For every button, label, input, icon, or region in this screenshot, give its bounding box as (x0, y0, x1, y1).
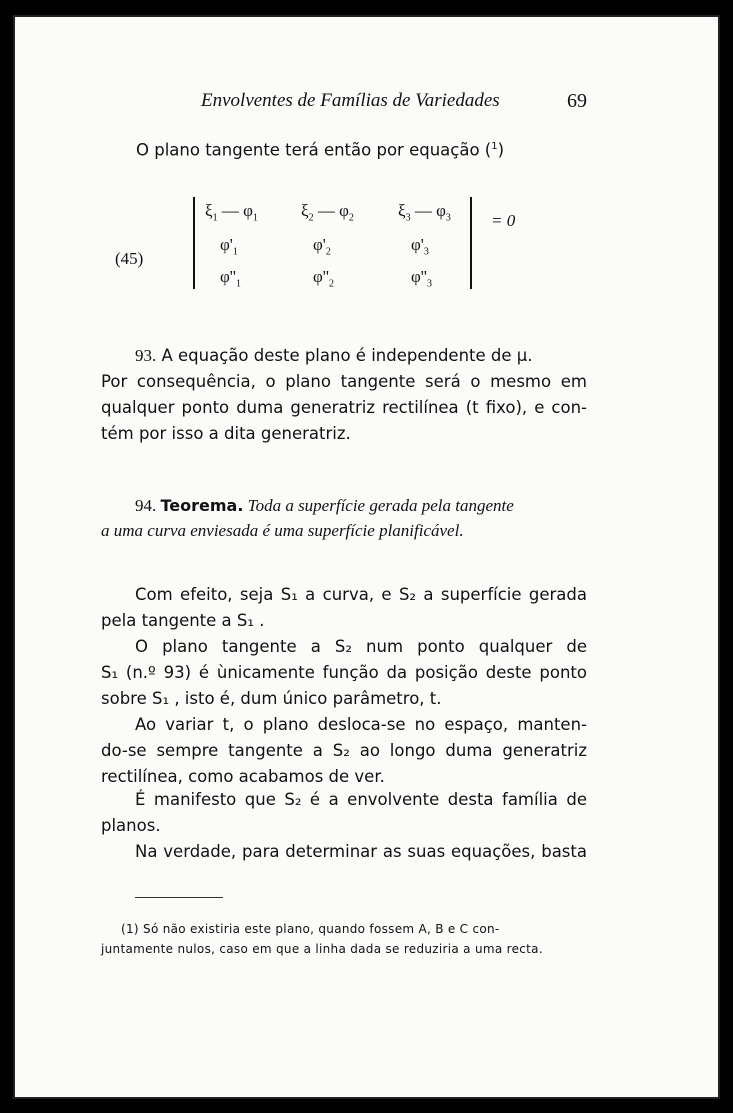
theorem-94: 94. Teorema. Toda a superfície gerada pela tangente a uma curva enviesada é uma superfície planificável. (101, 496, 514, 540)
proof-paragraph-2: É manifesto que S₂ é a envolvente desta família de planos. Na verdade, para determinar as suas equações, basta (101, 790, 587, 861)
matrix-cell-r2c3: $\varphi'_3$ (411, 235, 429, 258)
matrix-cell-r2c1: $\varphi'_1$ (220, 235, 238, 258)
equation-rhs: = 0 (491, 211, 516, 230)
matrix-cell-r3c3: $\varphi''_3$ (411, 267, 432, 290)
proof-paragraph-1: Com efeito, seja S₁ a curva, e S₂ a superfície gerada pela tangente a S₁ . O plano tangente a S₂ num ponto qualquer de S₁ (n.º 93) é ùnicamente função da posição deste ponto sobre S₁ , isto é, dum único parâmetro, t. Ao variar t, o plano desloca-se no espaço, manten- do-se sempre tangente a S₂ ao longo duma generatriz rectilínea, como acabamos de ver. (101, 585, 587, 786)
determinant-left-bar (193, 197, 195, 289)
matrix-cell-r3c2: $\varphi''_2$ (313, 267, 334, 290)
running-header-title: Envolventes de Famílias de Variedades (201, 90, 500, 111)
matrix-cell-r1c3: $\xi_3$ — $\varphi_3$ (398, 201, 451, 224)
paragraph-93: 93. A equação deste plano é independente de μ. Por consequência, o plano tangente será o mesmo em qualquer ponto duma generatriz rectilínea (t fixo), e con- tém por isso a dita generatriz. (101, 346, 587, 443)
matrix-cell-r3c1: $\varphi''_1$ (220, 267, 241, 290)
footnote: (1) Só não existiria este plano, quando fossem A, B e C con- juntamente nulos, caso em que a linha dada se reduziria a uma recta. (101, 922, 543, 956)
equation-number: (45) (115, 249, 144, 268)
page-number: 69 (567, 90, 587, 112)
matrix-cell-r1c2: $\xi_2$ — $\varphi_2$ (301, 201, 354, 224)
footnote-divider (135, 897, 223, 898)
intro-sentence: O plano tangente terá então por equação ($^1$) (136, 140, 505, 160)
determinant-right-bar (470, 197, 472, 289)
footnote-reference: 1 (491, 141, 498, 152)
matrix-cell-r2c2: $\varphi'_2$ (313, 235, 331, 258)
book-page (13, 15, 720, 1099)
matrix-cell-r1c1: $\xi_1$ — $\varphi_1$ (205, 201, 258, 224)
